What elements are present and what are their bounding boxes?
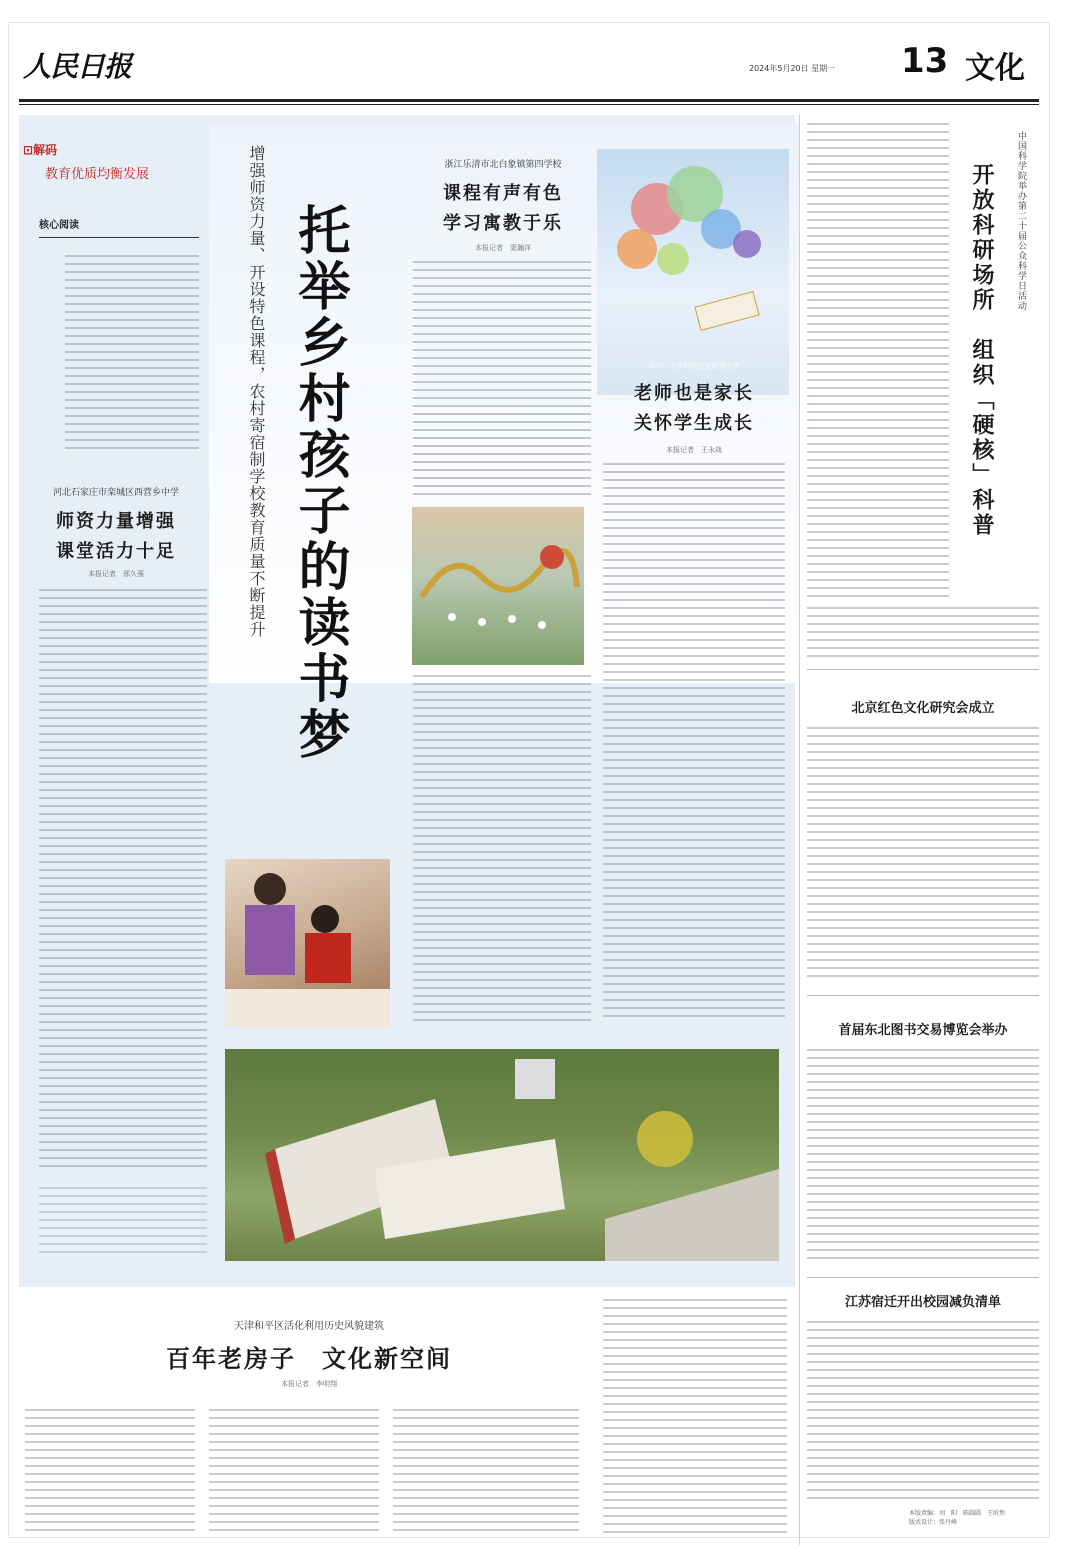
- middle-story-byline: 本报记者 窦瀚洋: [475, 244, 531, 252]
- core-read-text: [65, 255, 199, 455]
- bottom-story-col-1: [25, 1409, 195, 1537]
- balloon-story-headline-1: 老师也是家长: [634, 383, 754, 404]
- column-topic: 教育优质均衡发展: [45, 167, 150, 182]
- feature-subtitle: 增强师资力量、开设特色课程，农村寄宿制学校教育质量不断提升: [247, 145, 266, 638]
- divider: [807, 995, 1039, 996]
- masthead-date: 2024年5月20日 星期一: [749, 64, 836, 73]
- dragon-dance-photo: [412, 507, 584, 665]
- northeast-story-body: [807, 1049, 1039, 1263]
- newspaper-page: [8, 22, 1050, 1538]
- balloon-story-body: [603, 463, 785, 1023]
- middle-story-body-top: [413, 261, 591, 497]
- jiangsu-story-title: 江苏宿迁开出校园减负清单: [844, 1295, 1001, 1310]
- bottom-story-col-3: [393, 1409, 579, 1537]
- left-story-body: [39, 589, 207, 1169]
- classroom-photo: [225, 859, 390, 1027]
- science-story-body-tail: [807, 607, 1039, 657]
- masthead-rule-thin: [19, 104, 1039, 105]
- dragon-dance-illustration: [412, 507, 584, 665]
- aerial-illustration: [225, 1049, 779, 1261]
- left-story-headline-2: 课堂活力十足: [56, 541, 176, 562]
- middle-story-body-bottom: [413, 675, 591, 1025]
- balloon-story-byline: 本报记者 王永战: [666, 446, 722, 454]
- feature-title: 托举乡村孩子的读书梦: [289, 203, 350, 763]
- core-read-rule: [39, 237, 199, 238]
- bottom-story-kicker: 天津和平区活化利用历史风貌建筑: [234, 1321, 384, 1332]
- divider: [807, 1277, 1039, 1278]
- section-name: 文化: [965, 51, 1025, 86]
- core-read-label: 核心阅读: [39, 220, 79, 231]
- balloons-book-photo: [597, 149, 789, 395]
- balloon-story-kicker: 四川广元市利州区宝轮镇中学: [648, 362, 740, 370]
- page-number: 13: [901, 41, 949, 81]
- bottom-story-title: 百年老房子 文化新空间: [166, 1344, 452, 1373]
- science-story-title: 开放科研场所 组织「硬核」科普: [969, 163, 995, 538]
- bottom-story-byline: 本报记者 李明翔: [281, 1380, 337, 1388]
- bottom-story-col-2: [209, 1409, 379, 1537]
- page-editors: 本版责编：刘 阳 陈圆圆 王昕然 版式设计：张丹峰: [909, 1510, 1006, 1526]
- aerial-school-photo: [225, 1049, 779, 1261]
- left-story-credits: [39, 1187, 207, 1253]
- classroom-illustration: [225, 859, 390, 1027]
- left-story-byline: 本报记者 邢久强: [88, 570, 144, 578]
- divider: [807, 669, 1039, 670]
- northeast-story-title: 首届东北图书交易博览会举办: [838, 1023, 1008, 1038]
- beijing-story-body: [807, 727, 1039, 983]
- science-story-body: [807, 123, 949, 603]
- balloons-illustration: [597, 149, 789, 395]
- left-story-headline-1: 师资力量增强: [56, 511, 176, 532]
- middle-story-headline-1: 课程有声有色: [443, 183, 563, 204]
- middle-story-kicker: 浙江乐清市北白象镇第四学校: [444, 160, 562, 170]
- science-story-kicker: 中国科学院举办第二十届公众科学日活动: [1016, 131, 1026, 311]
- right-column-divider: [799, 115, 800, 1545]
- middle-story-headline-2: 学习寓教于乐: [443, 213, 563, 234]
- masthead-logo: 人民日报: [23, 50, 132, 83]
- bottom-story-col-4: [603, 1299, 787, 1537]
- jiangsu-story-body: [807, 1321, 1039, 1499]
- left-story-kicker: 河北石家庄市栾城区西营乡中学: [52, 488, 179, 498]
- beijing-story-title: 北京红色文化研究会成立: [851, 701, 995, 716]
- balloon-story-headline-2: 关怀学生成长: [634, 413, 754, 434]
- masthead-rule: [19, 99, 1039, 102]
- column-tag: ⊡解码: [23, 143, 58, 157]
